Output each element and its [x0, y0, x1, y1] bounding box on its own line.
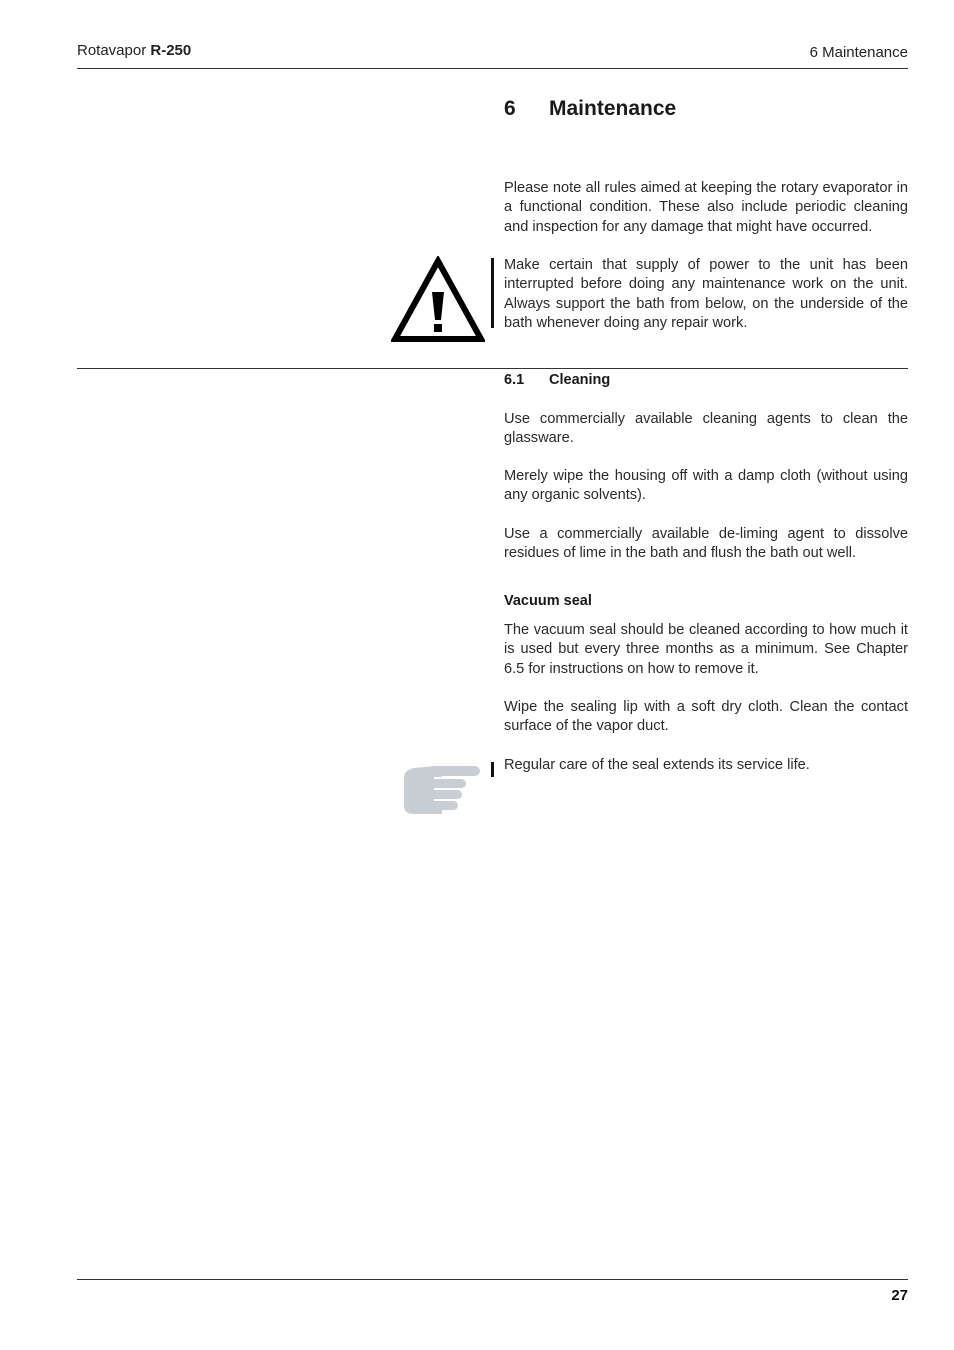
- cleaning-paragraph-2: Merely wipe the housing off with a damp cloth (without using any organic solvents).: [504, 468, 908, 504]
- section-divider: [77, 368, 908, 369]
- subsection-number: 6.1: [504, 372, 525, 388]
- cleaning-paragraph-3: Use a commercially available de-liming agent to dissolve residues of lime in the bath and flush the bath out well.: [504, 526, 908, 562]
- warning-text: Make certain that supply of power to the unit has been interrupted before doing any maintenance work on the unit. Always support the bath from below, on the underside of the bath whenever doing any repair work.: [504, 257, 908, 331]
- note-margin-bar: [491, 762, 494, 777]
- page-number: 27: [891, 1287, 908, 1304]
- section-number: 6: [504, 97, 516, 120]
- warning-triangle-icon: [391, 256, 485, 344]
- vacuum-seal-paragraph-1: The vacuum seal should be cleaned according to how much it is used but every three months as a minimum. See Chapter 6.5 for instructions on how to remove it.: [504, 622, 908, 677]
- section-title: Maintenance: [549, 97, 677, 120]
- header-rule: [77, 68, 908, 69]
- warning-margin-bar: [491, 258, 494, 328]
- vacuum-seal-heading: Vacuum seal: [504, 593, 592, 609]
- vacuum-seal-paragraph-2: Wipe the sealing lip with a soft dry cloth. Clean the contact surface of the vapor duct.: [504, 699, 908, 735]
- subsection-title: Cleaning: [549, 372, 611, 388]
- intro-paragraph: Please note all rules aimed at keeping the rotary evaporator in a functional condition. These also include periodic cleaning and inspection for any damage that might have occurred.: [504, 180, 908, 235]
- product-name: Rotavapor: [77, 42, 147, 59]
- footer-rule: [77, 1279, 908, 1280]
- pointing-hand-icon: [402, 762, 484, 818]
- running-header-product: [77, 42, 191, 59]
- product-model: R-250: [150, 42, 192, 59]
- cleaning-paragraph-1: Use commercially available cleaning agents to clean the glassware.: [504, 411, 908, 447]
- running-header-chapter: 6 Maintenance: [809, 44, 908, 61]
- note-text: Regular care of the seal extends its service life.: [504, 757, 810, 773]
